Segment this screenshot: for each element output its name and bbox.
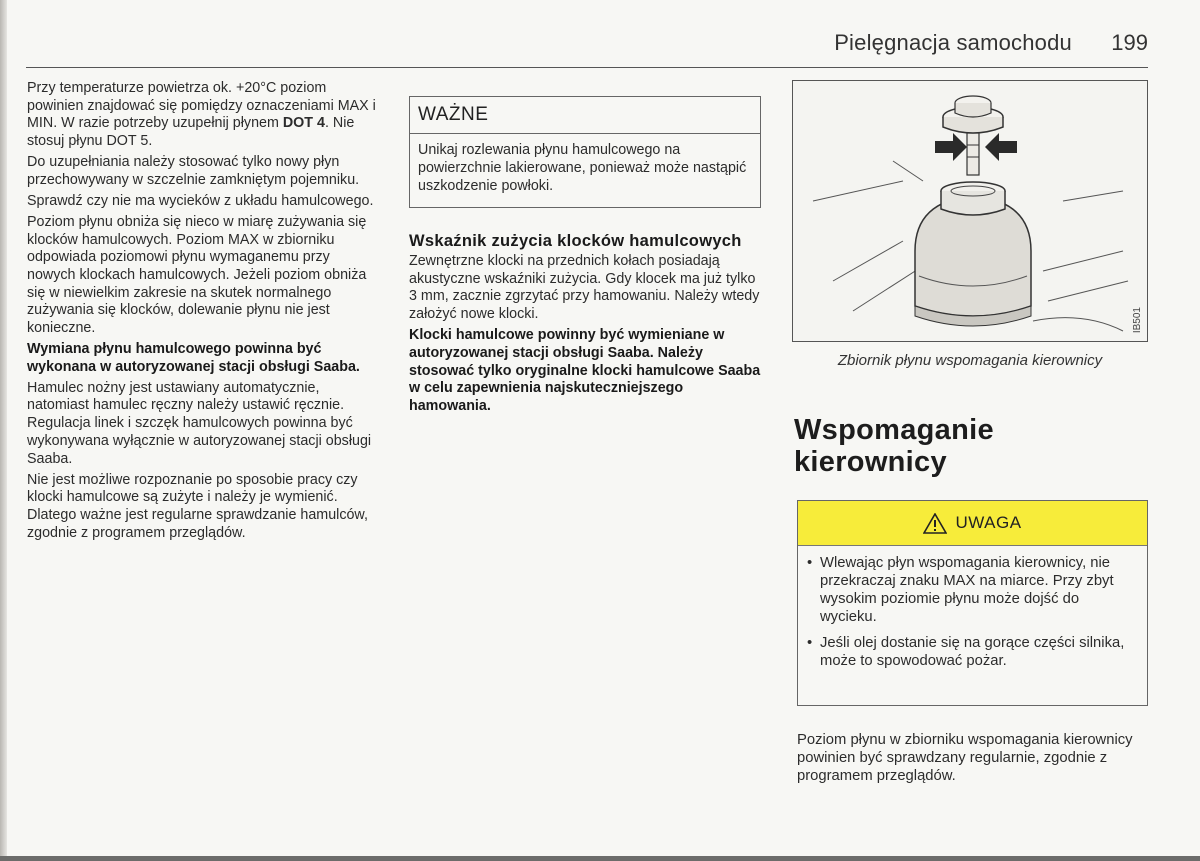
warning-triangle-icon [923, 513, 947, 534]
section-title: Wspomaganie kierownicy [794, 414, 994, 478]
warning-item: • Wlewając płyn wspomagania kierownicy, nie przekraczaj znaku MAX na miarce. Przy zbyt wysokim poziomie płynu może dojść do wycieku. [820, 554, 1137, 626]
paragraph-handbrake: Hamulec nożny jest ustawiany automatycznie, natomiast hamulec ręczny należy ustawić ręcznie. Regulacja linek i szczęk hamulcowych powinna być wykonywana wyłącznie w autoryzowanej stacji obsługi Saaba. [27, 379, 372, 467]
page-spine [0, 0, 7, 861]
warning-item: • Jeśli olej dostanie się na gorące części silnika, może to spowodować pożar. [820, 634, 1137, 670]
figure-code: IB501 [1132, 306, 1143, 333]
arrow-left-icon [985, 133, 1017, 161]
paragraph-inspection: Nie jest możliwe rozpoznanie po sposobie pracy czy klocki hamulcowe są zużyte i należy je wymienić. Dlatego ważne jest regularne sprawdzanie hamulców, zgodnie z programem przeglądów. [27, 471, 368, 541]
warning-header [798, 501, 1147, 546]
dot4-label: DOT 4 [282, 115, 325, 132]
important-notice-title: WAŻNE [410, 97, 760, 134]
reservoir-illustration [792, 80, 1148, 342]
steering-fluid-paragraph: Poziom płynu w zbiorniku wspomagania kierownicy powinien być sprawdzany regularnie, zgodnie z programem przeglądów. [797, 732, 1133, 784]
paragraph-fluid-level: Poziom płynu obniża się nieco w miarę zużywania się klocków hamulcowych. Poziom MAX w zbiorniku odpowiada poziomowi płynu wymaganemu przy nowych klockach hamulcowych. Jeżeli poziom obniża się w niewielkim zakresie na skutek normalnego zużywania się klocków, dolewanie płynu nie jest konieczne. [27, 213, 367, 337]
warning-list [798, 546, 1147, 670]
page-bottom-edge [0, 856, 1200, 861]
left-column [27, 80, 379, 546]
middle-column [409, 232, 761, 419]
important-notice-text: Unikaj rozlewania płynu hamulcowego na powierzchnie lakierowane, ponieważ może nastąpić uszkodzenie powłoki. [418, 142, 747, 194]
paragraph-fluid-replacement: Wymiana płynu hamulcowego powinna być wykonana w autoryzowanej stacji obsługi Saaba. [27, 341, 360, 375]
arrow-right-icon [935, 133, 967, 161]
page-header-title: Pielęgnacja samochodu [834, 30, 1072, 55]
paragraph-temperature: Przy temperaturze powietrza ok. +20°C poziom powinien znajdować się pomiędzy oznaczeniami MAX i MIN. W razie potrzeby uzupełnij płynem DOT 4. Nie stosuj płynu DOT 5. [27, 80, 376, 150]
header-rule [26, 67, 1148, 68]
brake-wear-heading: Wskaźnik zużycia klocków hamulcowych [409, 232, 742, 250]
reservoir-drawing [793, 81, 1147, 341]
figure-caption: Zbiornik płynu wspomagania kierownicy [837, 352, 1103, 369]
important-notice-box [409, 96, 761, 208]
warning-title: UWAGA [955, 513, 1022, 532]
warning-box [797, 500, 1148, 706]
brake-wear-paragraph: Zewnętrzne klocki na przednich kołach posiadają akustyczne wskaźniki zużycia. Gdy klocek ma już tylko 3 mm, zacznie zgrzytać przy hamowaniu. Należy wtedy założyć nowe klocki. [409, 253, 760, 323]
paragraph-leak-check: Sprawdź czy nie ma wycieków z układu hamulcowego. [27, 192, 374, 209]
brake-pads-note: Klocki hamulcowe powinny być wymieniane w autoryzowanej stacji obsługi Saaba. Należy stosować tylko oryginalne klocki hamulcowe Saaba w celu zapewnienia najskuteczniejszego hamowania. [409, 327, 761, 414]
page-number: 199 [1111, 30, 1148, 55]
paragraph-refill: Do uzupełniania należy stosować tylko nowy płyn przechowywany w szczelnie zamkniętym pojemniku. [27, 154, 360, 188]
